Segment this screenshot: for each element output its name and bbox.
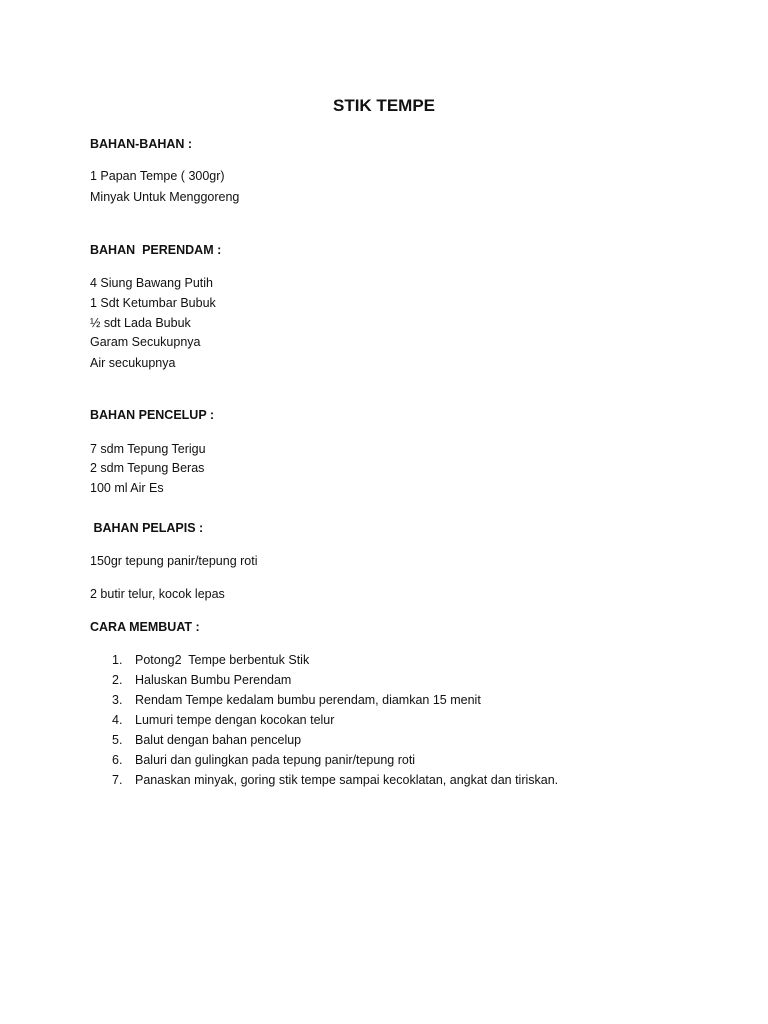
pelapis-item: 150gr tepung panir/tepung roti	[90, 554, 258, 568]
step-number: 3.	[112, 693, 123, 707]
step-text: Rendam Tempe kedalam bumbu perendam, diamkan 15 menit	[135, 693, 481, 707]
perendam-heading: BAHAN PERENDAM :	[90, 243, 222, 257]
step-text: Baluri dan gulingkan pada tepung panir/tepung roti	[135, 753, 416, 767]
cara-heading: CARA MEMBUAT :	[90, 620, 200, 634]
step-number: 1.	[112, 653, 123, 667]
pelapis-item: 2 butir telur, kocok lepas	[90, 587, 225, 601]
perendam-item: Air secukupnya	[90, 356, 176, 370]
step-text: Haluskan Bumbu Perendam	[135, 673, 292, 687]
step-number: 2.	[112, 673, 123, 687]
step-number: 7.	[112, 773, 123, 787]
perendam-item: 4 Siung Bawang Putih	[90, 276, 214, 290]
step-text: Panaskan minyak, goring stik tempe sampai kecoklatan, angkat dan tiriskan.	[135, 773, 559, 787]
step-number: 4.	[112, 713, 123, 727]
step-text: Balut dengan bahan pencelup	[135, 733, 302, 747]
perendam-item: 1 Sdt Ketumbar Bubuk	[90, 296, 216, 310]
bahan-item: 1 Papan Tempe ( 300gr)	[90, 169, 225, 183]
pencelup-item: 2 sdm Tepung Beras	[90, 461, 205, 475]
step-number: 5.	[112, 733, 123, 747]
page-title: STIK TEMPE	[332, 96, 435, 115]
perendam-item: ½ sdt Lada Bubuk	[90, 316, 191, 330]
step-number: 6.	[112, 753, 123, 767]
pencelup-heading: BAHAN PENCELUP :	[90, 408, 215, 422]
bahan-item: Minyak Untuk Menggoreng	[90, 190, 240, 204]
bahan-heading: BAHAN-BAHAN :	[90, 137, 193, 151]
pelapis-heading: BAHAN PELAPIS :	[90, 521, 204, 535]
step-text: Lumuri tempe dengan kocokan telur	[135, 713, 335, 727]
pencelup-item: 7 sdm Tepung Terigu	[90, 442, 206, 456]
step-text: Potong2 Tempe berbentuk Stik	[135, 653, 310, 667]
pencelup-item: 100 ml Air Es	[90, 481, 164, 495]
perendam-item: Garam Secukupnya	[90, 335, 201, 349]
